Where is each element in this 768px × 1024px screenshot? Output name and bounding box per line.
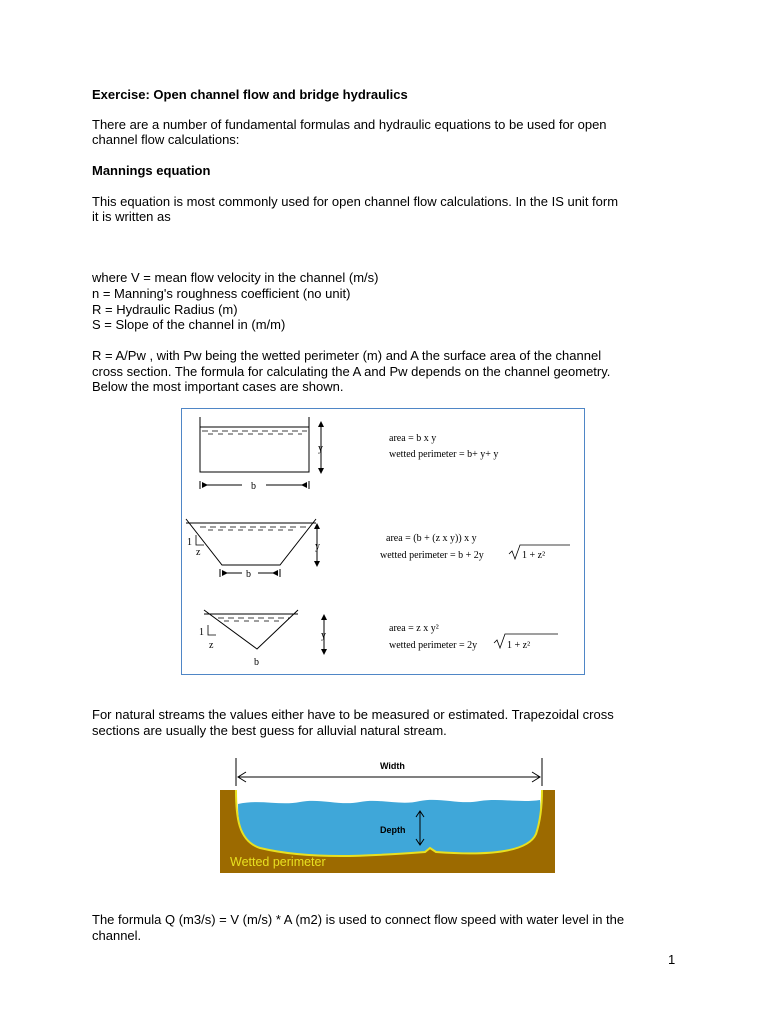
tri-y-label: y [321,630,326,641]
wetted-perimeter-label: Wetted perimeter [230,855,326,869]
trap-z-label: z [196,547,201,558]
tri-sqrt-term: 1 + z² [507,640,531,651]
rect-b-label: b [251,481,256,492]
radius-line-2: cross section. The formula for calculating the A and Pw depends on the channel geometry. [92,364,611,379]
intro-line-2: channel flow calculations: [92,132,240,147]
channel-geometry-svg [182,409,583,673]
rect-wetted-formula: wetted perimeter = b+ y+ y [389,449,499,460]
formula-line-2: channel. [92,928,142,943]
trap-area-formula: area = (b + (z x y)) x y [386,533,477,544]
intro-line-1: There are a number of fundamental formulas and hydraulic equations to be used for open [92,117,607,132]
rectangular-channel [200,417,498,492]
tri-area-formula: area = z x y² [389,623,439,634]
radius-line-1: R = A/Pw , with Pw being the wetted perimeter (m) and A the surface area of the channel [92,348,602,363]
trapezoidal-channel [186,519,570,580]
trap-b-label: b [246,569,251,580]
triangular-channel [199,610,558,668]
trap-y-label: y [315,541,320,552]
radius-line-3: Below the most important cases are shown. [92,379,344,394]
tri-b-label: b [254,657,259,668]
tri-wetted-formula: wetted perimeter = 2y [389,640,478,651]
channel-geometry-figure [181,408,585,675]
trap-one-label: 1 [187,537,192,548]
formula-line-1: The formula Q (m3/s) = V (m/s) * A (m2) is used to connect flow speed with water level in the [92,912,625,927]
tri-z-label: z [209,640,214,651]
definition-line-3: R = Hydraulic Radius (m) [92,302,238,317]
definition-line-1: where V = mean flow velocity in the channel (m/s) [92,270,379,285]
natural-stream-figure [220,756,555,873]
trap-sqrt-term: 1 + z² [522,550,546,561]
manning-intro-line-1: This equation is most commonly used for open channel flow calculations. In the IS unit form [92,194,619,209]
rect-area-formula: area = b x y [389,433,437,444]
doc-title: Exercise: Open channel flow and bridge hydraulics [92,87,408,102]
natural-line-1: For natural streams the values either have to be measured or estimated. Trapezoidal cross [92,707,614,722]
section-heading: Mannings equation [92,163,211,178]
width-label: Width [380,761,405,771]
natural-stream-svg [220,756,555,873]
natural-line-2: sections are usually the best guess for alluvial natural stream. [92,723,447,738]
manning-intro-line-2: it is written as [92,209,171,224]
tri-one-label: 1 [199,627,204,638]
definition-line-2: n = Manning's roughness coefficient (no unit) [92,286,351,301]
depth-label: Depth [380,825,406,835]
trap-wetted-formula: wetted perimeter = b + 2y [380,550,484,561]
page-number: 1 [668,952,676,967]
definition-line-4: S = Slope of the channel in (m/m) [92,317,286,332]
rect-y-label: y [318,443,323,454]
